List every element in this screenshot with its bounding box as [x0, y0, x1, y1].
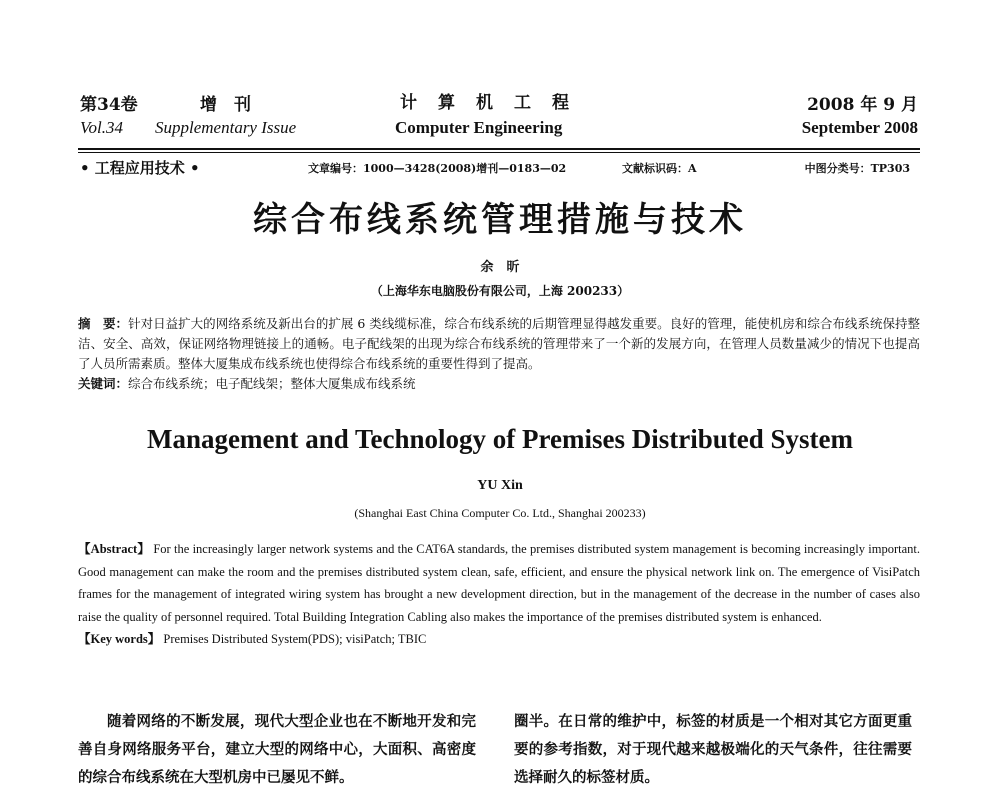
title-en: Management and Technology of Premises Distributed System [147, 424, 853, 454]
volume-en: Vol.34 [80, 118, 123, 137]
abstract-cn-label: 摘 要： [78, 316, 129, 331]
document-code: 文献标识码：A [622, 162, 697, 175]
abstract-cn-text: 针对日益扩大的网络系统及新出台的扩展 6 类线缆标准，综合布线系统的后期管理显得越发重要。良好的管理，能使机房和综合布线系统保持整洁、安全、高效，保证网络物理链接上的通畅。电子配线架的出现为综合布线系统的管理带来了一个新的发展方向，在管理人员数量减少的情况下也提高了人员所需素质。整体大厦集成布线系统也使得综合布线系统的重要性得到了提高。 [78, 316, 920, 371]
issue-cn: 增 刊 [200, 95, 251, 115]
abstract-cn [78, 314, 920, 394]
abstract-en [78, 538, 920, 651]
issue-en: Supplementary Issue [155, 118, 297, 137]
abstract-en-text: For the increasingly larger network systems and the CAT6A standards, the premises distributed system management is becoming increasingly important. Good management can make the room and the premises distributed system clean, safe, efficient, and ensure the physical network link on. The emergence of VisiPatch frames for the management of integrated wiring system has brought a new development direction, but in the management of the decrease in the number of cases also raise the quality of personnel required. Total Building Integration Cabling also makes the importance of the premises distributed system is enhanced. [78, 542, 920, 624]
author-en: YU Xin [477, 478, 523, 493]
keywords-cn-label: 关键词： [78, 376, 129, 391]
date-cn: 2008 年 9 月 [807, 95, 918, 115]
journal-name-cn: 计 算 机 工 程 [400, 93, 571, 113]
section-label: • 工程应用技术 • [80, 159, 200, 177]
journal-name-en: Computer Engineering [395, 118, 563, 137]
keywords-en-text: Premises Distributed System(PDS); visiPatch; TBIC [160, 632, 427, 646]
affiliation-en: (Shanghai East China Computer Co. Ltd., Shanghai 200233) [354, 506, 646, 520]
title-cn: 综合布线系统管理措施与技术 [253, 200, 747, 240]
keywords-en-label: 【Key words】 [78, 632, 161, 646]
author-cn: 余 昕 [480, 260, 520, 275]
masthead-rule-thick [78, 148, 920, 150]
date-en: September 2008 [801, 118, 918, 137]
affiliation-cn: （上海华东电脑股份有限公司，上海 200233） [370, 284, 630, 298]
article-number: 文章编号：1000—3428(2008)增刊—0183—02 [308, 162, 567, 175]
volume-cn: 第34卷 [80, 95, 138, 115]
abstract-en-label: 【Abstract】 [78, 542, 151, 556]
classification-number: 中图分类号：TP303 [804, 162, 910, 175]
body-column-left: 随着网络的不断发展，现代大型企业也在不断地开发和完善自身网络服务平台，建立大型的网络中心，大面积、高密度的综合布线系统在大型机房中已屡见不鲜。 [78, 713, 476, 786]
body-column-right: 圈半。在日常的维护中，标签的材质是一个相对其它方面更重要的参考指数，对于现代越来越极端化的天气条件，往往需要选择耐久的标签材质。 [514, 713, 912, 786]
masthead-rule-thin [78, 152, 920, 153]
keywords-cn-text: 综合布线系统；电子配线架；整体大厦集成布线系统 [128, 376, 416, 391]
